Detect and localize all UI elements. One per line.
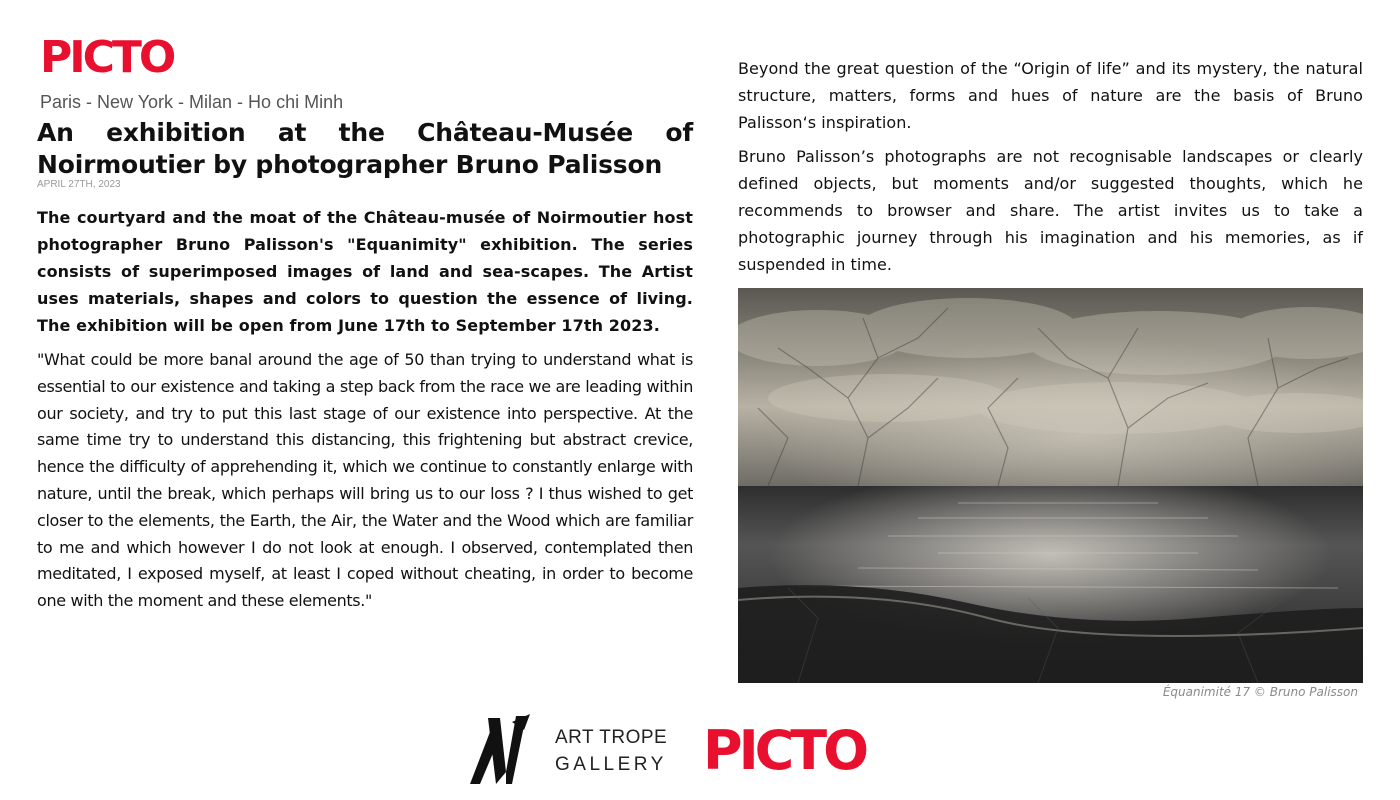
artist-quote: "What could be more banal around the age of 50 than trying to understand what is essential to our existence and taking a step back from the race we are leading within our society, and try to put this last stage of our existence into perspective. At the same time try to understand this distancing, this frightening but abstract crevice, hence the difficulty of apprehending it, which we continue to constantly enlarge with nature, until the break, which perhaps will bring us to our loss ? I thus wished to get closer to the elements, the Earth, the Air, the Water and the Wood which are familiar to me and which however I do not look at enough. I observed, contemplated then meditated, I exposed myself, at least I coped without cheating, in order to become one with the moment and these elements.": [37, 350, 693, 611]
photo-caption: Équanimité 17 © Bruno Palisson: [1162, 685, 1358, 699]
article-right-column: [738, 56, 1363, 286]
article-title: An exhibition at the Château-Musée of Noirmoutier by photographer Bruno Palisson: [37, 118, 693, 179]
article-date: APRIL 27TH, 2023: [37, 179, 121, 190]
article-left-column: [37, 117, 693, 615]
art-trope-gallery-icon: [466, 712, 536, 784]
footer-partners: [0, 710, 1400, 790]
article-lead: The courtyard and the moat of the Château-musée of Noirmoutier host photographer Bruno Palisson's "Equanimity" exhibition. The series consists of superimposed images of land and sea-scapes. The Artist uses materials, shapes and colors to question the essence of living. The exhibition will be open from June 17th to September 17th 2023.: [37, 208, 693, 335]
gallery-name-line-2: GALLERY: [555, 754, 667, 775]
right-paragraph-1: Beyond the great question of the “Origin of life” and its mystery, the natural structure, matters, forms and hues of nature are the basis of Bruno Palisson‘s inspiration.: [738, 59, 1363, 132]
picto-logo[interactable]: PICTO: [40, 32, 174, 83]
gallery-name-line-1: ART TROPE: [555, 727, 668, 748]
art-trope-gallery-wordmark[interactable]: [555, 724, 667, 778]
exhibition-photo: [738, 288, 1363, 683]
cities-tagline: Paris - New York - Milan - Ho chi Minh: [40, 92, 344, 112]
right-paragraph-2: Bruno Palisson’s photographs are not recognisable landscapes or clearly defined objects, but moments and/or suggested thoughts, which he recommends to browser and share. The artist invites us to take a photographic journey through his imagination and his memories, as if suspended in time.: [738, 147, 1363, 274]
footer-picto-logo[interactable]: PICTO: [703, 719, 866, 782]
